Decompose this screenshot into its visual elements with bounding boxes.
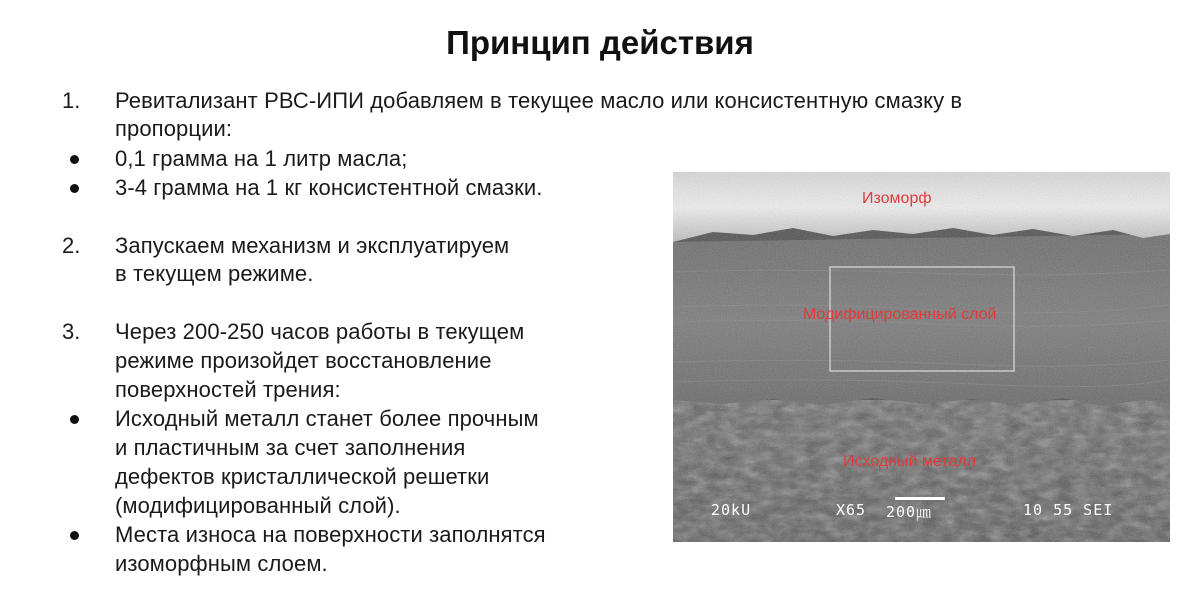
item-text-line: поверхностей трения:: [115, 377, 341, 402]
bullet-icon: [70, 531, 79, 540]
item-text-line: в текущем режиме.: [115, 261, 314, 286]
bullet-text: Места износа на поверхности заполнятся: [115, 522, 546, 547]
page-title: Принцип действия: [446, 24, 754, 61]
item-text-line: режиме произойдет восстановление: [115, 348, 492, 373]
item-text-line: Через 200-250 часов работы в текущем: [115, 319, 525, 344]
item-number: 2.: [62, 233, 81, 258]
bullet-text: 0,1 грамма на 1 литр масла;: [115, 146, 408, 171]
bullet-text: 3-4 грамма на 1 кг консистентной смазки.: [115, 175, 543, 200]
bullet-text: (модифицированный слой).: [115, 493, 401, 518]
item-number: 1.: [62, 88, 81, 113]
item-number: 3.: [62, 319, 81, 344]
label-modified-layer: Модифицированный слой: [803, 306, 997, 323]
bullet-text: изоморфным слоем.: [115, 551, 328, 576]
sem-scale: 200㎛: [886, 503, 933, 521]
label-base-metal: Исходный металл: [843, 453, 977, 470]
bullet-icon: [70, 415, 79, 424]
bullet-icon: [70, 155, 79, 164]
sem-meta: 10 55 SEI: [1023, 501, 1114, 519]
item-text-line: Запускаем механизм и эксплуатируем: [115, 233, 510, 258]
micrograph-image: [673, 172, 1170, 542]
item-text-line: Ревитализант РВС-ИПИ добавляем в текущее масло или консистентную смазку в: [115, 88, 963, 113]
label-isomorph: Изоморф: [862, 190, 932, 207]
sem-voltage: 20kU: [711, 501, 752, 519]
bullet-text: и пластичным за счет заполнения: [115, 435, 466, 460]
sem-micrograph: [673, 172, 1170, 542]
bullet-icon: [70, 184, 79, 193]
item-text-line: пропорции:: [115, 116, 233, 141]
sem-magnification: X65: [836, 501, 867, 519]
bullet-text: дефектов кристаллической решетки: [115, 464, 490, 489]
bullet-text: Исходный металл станет более прочным: [115, 406, 539, 431]
